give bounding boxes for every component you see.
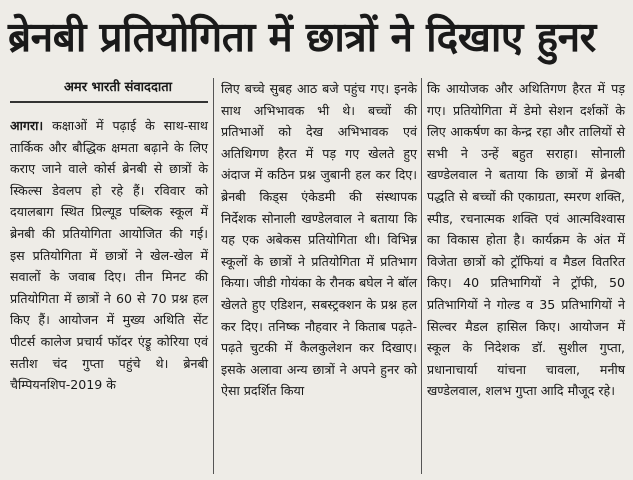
dateline: आगरा।: [10, 118, 44, 133]
headline: ब्रेनबी प्रतियोगिता में छात्रों ने दिखाए हुनर: [8, 13, 596, 61]
column-1: [10, 78, 208, 396]
column-2: [221, 78, 417, 402]
column-1-body: कक्षाओं में पढ़ाई के साथ-साथ तार्किक और बौद्धिक क्षमता बढ़ाने के लिए कराए जाने वाले कोर्स ब्रेनबी से छात्रों के स्किल्स डेवलप हो रहे हैं। रविवार को दयालबाग स्थित प्रिल्यूड पब्लिक स्कूल में ब्रेनबी की प्रतियोगिता आयोजित की गई। इस प्रतियोगिता में छात्रों ने खेल-खेल में सवालों के जवाब दिए। तीन मिनट की प्रतियोगिता में छात्रों ने 60 से 70 प्रश्न हल किए हैं। आयोजन में मुख्य अथिति सेंट पीटर्स कालेज प्रचार्य फॉदर एंड्रू कोरिया एवं सतीश चंद गुप्ता पहुंचे थे। ब्रेनबी चैम्पियनशिप-2019 के: [10, 118, 208, 393]
column-divider-2: [421, 78, 422, 474]
column-3: [427, 78, 625, 402]
column-1-text: [10, 115, 208, 396]
column-3-body: कि आयोजक और अथितिगण हैरत में पड़ गए। प्रतियोगिता में डेमो सेशन दर्शकों के लिए आकर्षण का केन्द्र रहा और तालियों से सभी ने उन्हें बहुत सराहा। सोनाली खण्डेलवाल ने बताया कि छात्रों में ब्रेनबी पद्धति से बच्चों की एकाग्रता, स्मरण शक्ति, स्पीड, रचनात्मक शक्ति एवं आत्मविश्वास का विकास होता है। कार्यक्रम के अंत में विजेता छात्रों को ट्रॉफियां व मैडल वितरित किए। 40 प्रतिभागियों ने ट्रॉफी, 50 प्रतिभागियों ने गोल्ड व 35 प्रतिभागियों ने सिल्वर मैडल हासिल किए। आयोजन में स्कूल के निदेशक डॉ. सुशील गुप्ता, प्रधानाचार्या यांचना चावला, मनीष खण्डेलवाल, शलभ गुप्ता आदि मौजूद रहे।: [427, 81, 625, 399]
column-divider-1: [213, 78, 214, 474]
column-2-body: लिए बच्चे सुबह आठ बजे पहुंच गए। इनके साथ अभिभावक भी थे। बच्चों की प्रतिभाओं को देख अभिभावक एवं अतिथिगण हैरत में पड़ गए खेलते हुए अंदाज में कठिन प्रश्न जुबानी हल कर दिए। ब्रेनबी किड्स एंकेडमी की संस्थापक निर्देशक सोनाली खण्डेलवाल ने बताया कि यह एक अबेकस प्रतियोगिता थी। विभिन्न स्कूलों के छात्रों ने प्रतियोगिता में प्रतिभाग किया। जीडी गोयंका के रौनक बघेल ने बॉल खेलते हुए एडिशन, सबस्ट्रक्शन के प्रश्न हल कर दिए। तनिष्क नौहवार ने किताब पढ़ते-पढ़ते चुटकी में कैलकुलेशन कर दिखाए। इसके अलावा अन्य छात्रों ने अपने हुनर को ऐसा प्रदर्शित किया: [221, 81, 417, 399]
byline: अमर भारती संवाददाता: [10, 78, 208, 103]
